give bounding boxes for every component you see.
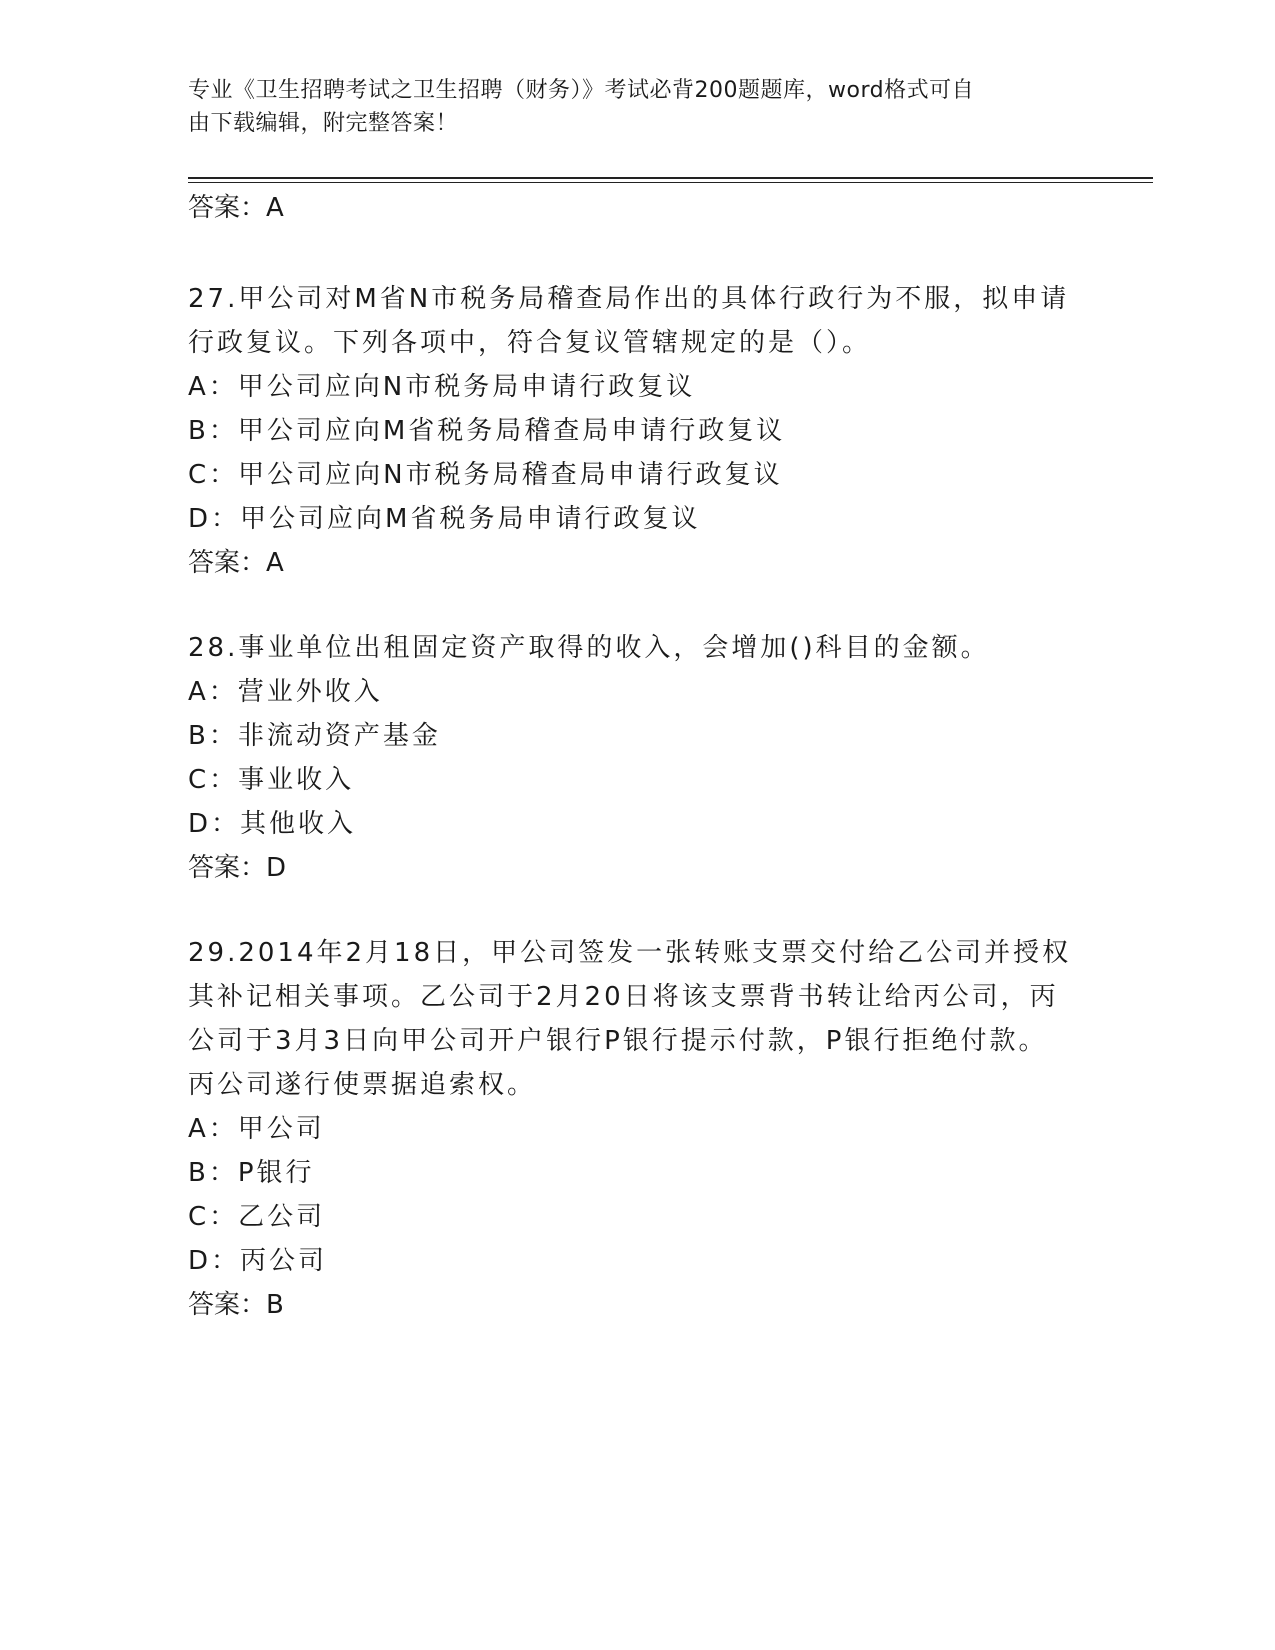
option-b: B：甲公司应向M省税务局稽查局申请行政复议 [188,416,786,446]
option-d: D：其他收入 [188,809,357,839]
option-c: C：事业收入 [188,765,355,795]
option-b: B：非流动资产基金 [188,721,441,751]
question-stem-line: 27.甲公司对M省N市税务局稽查局作出的具体行政行为不服，拟申请 [188,284,1070,314]
option-d: D：甲公司应向M省税务局申请行政复议 [188,504,701,534]
option-c: C：乙公司 [188,1202,326,1232]
answer: 答案：A [188,548,284,578]
question-stem-line: 行政复议。下列各项中，符合复议管辖规定的是（）。 [188,328,872,358]
option-b: B：P银行 [188,1158,315,1188]
answer: 答案：B [188,1290,284,1320]
answer: 答案：D [188,853,287,883]
question-stem-line: 其补记相关事项。乙公司于2月20日将该支票背书转让给丙公司，丙 [188,982,1059,1012]
question-stem-line: 丙公司遂行使票据追索权。 [188,1070,537,1100]
page-header [188,74,1068,140]
option-a: A：甲公司 [188,1114,325,1144]
option-d: D：丙公司 [188,1246,328,1276]
header-line-1: 专业《卫生招聘考试之卫生招聘（财务）》考试必背200题题库，word格式可自 [188,78,975,103]
header-line-2: 由下载编辑，附完整答案！ [188,111,459,136]
question-stem-line: 28.事业单位出租固定资产取得的收入，会增加()科目的金额。 [188,633,990,663]
option-c: C：甲公司应向N市税务局稽查局申请行政复议 [188,460,783,490]
header-divider-thick [188,177,1153,179]
question-stem-line: 29.2014年2月18日，甲公司签发一张转账支票交付给乙公司并授权 [188,938,1072,968]
option-a: A：甲公司应向N市税务局申请行政复议 [188,372,696,402]
question-stem-line: 公司于3月3日向甲公司开户银行P银行提示付款，P银行拒绝付款。 [188,1026,1048,1056]
header-divider-thin [188,182,1153,183]
previous-answer: 答案：A [188,193,284,223]
option-a: A：营业外收入 [188,677,383,707]
